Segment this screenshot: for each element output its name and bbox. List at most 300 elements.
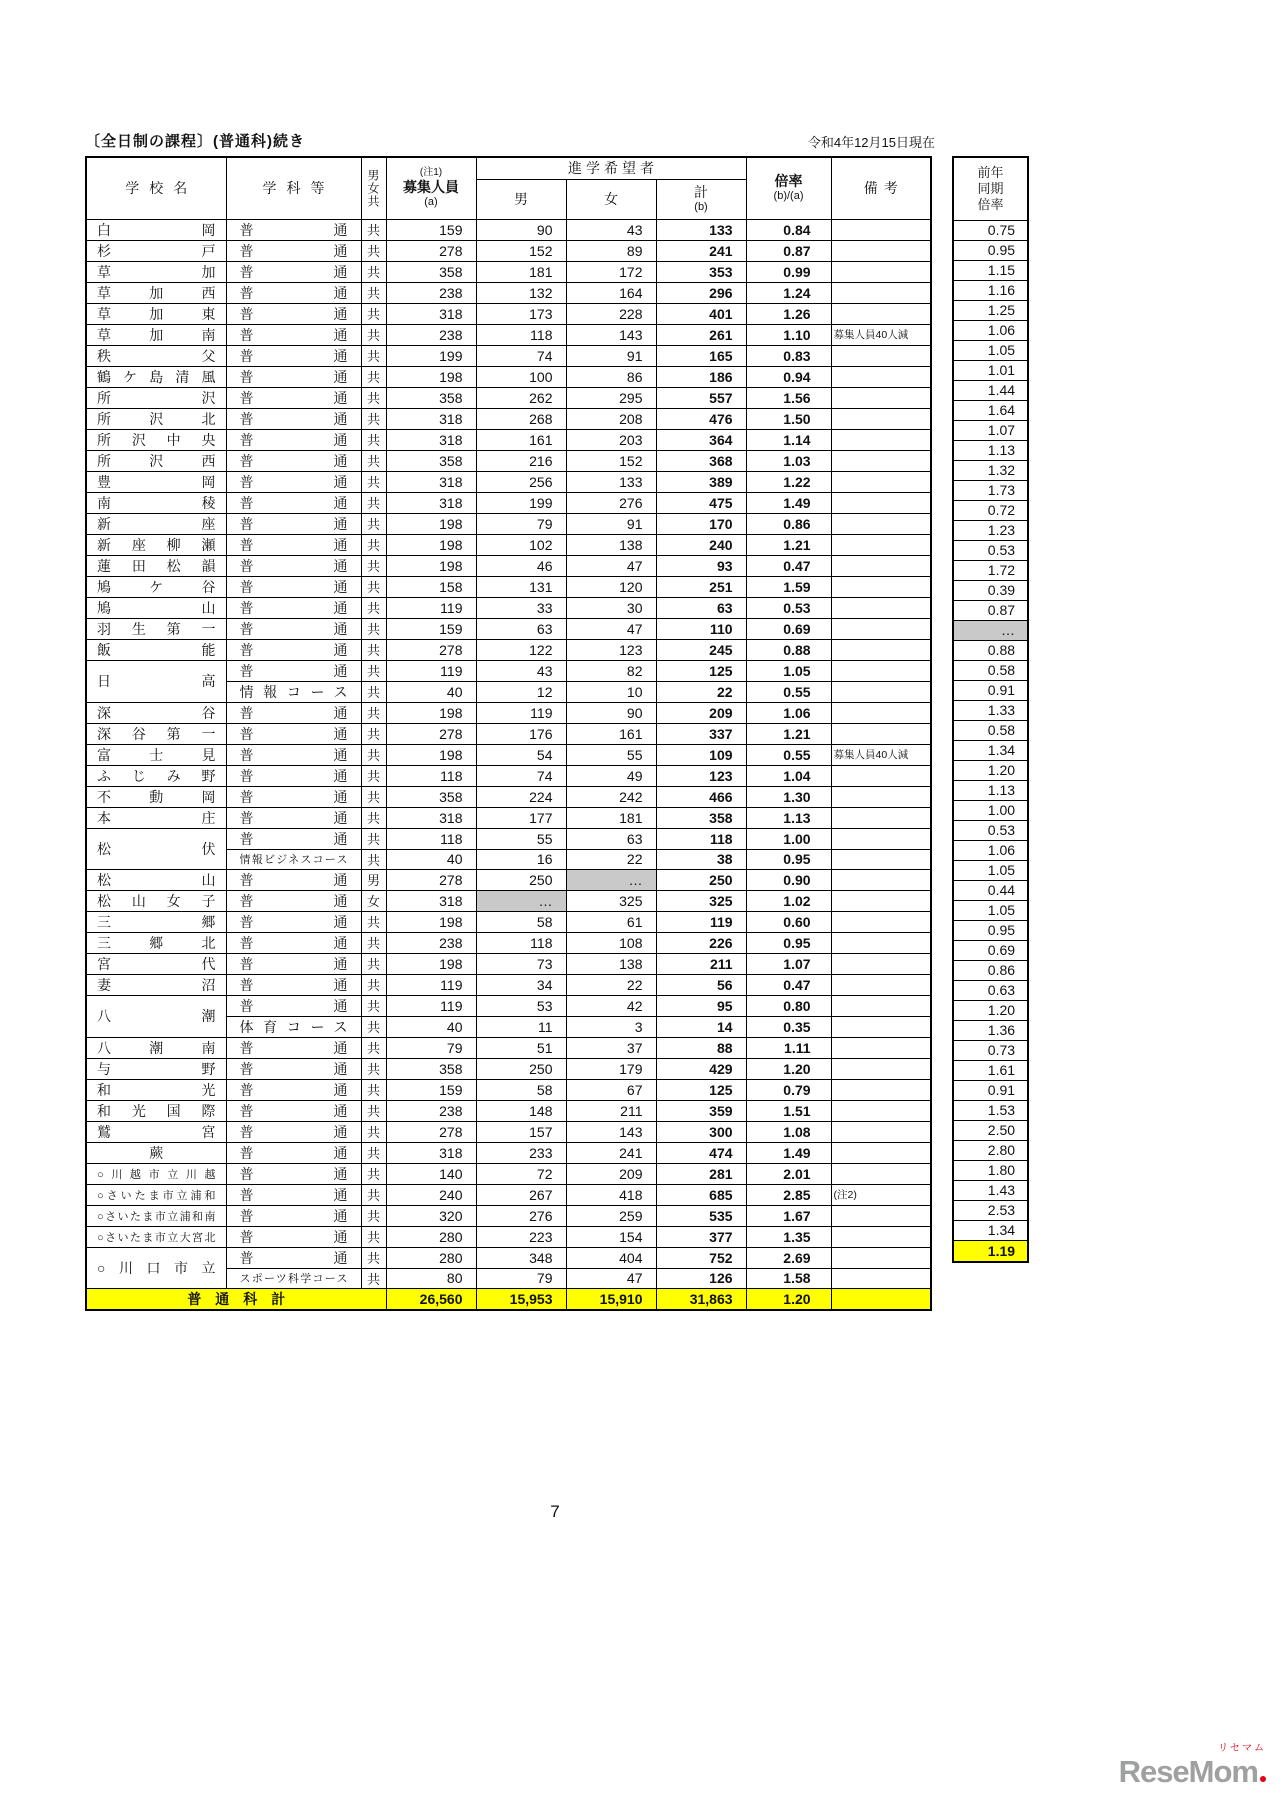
prev-row [953, 760, 1028, 780]
cell-school-name: 富士見 [86, 744, 226, 765]
header-total-b: (b) [694, 200, 708, 213]
school-row [86, 765, 931, 786]
prev-row [953, 520, 1028, 540]
cell-ratio: 0.53 [746, 597, 831, 618]
cell-school-name: 杉戸 [86, 240, 226, 261]
cell-department: 普通 [226, 492, 361, 513]
cell-ratio: 1.24 [746, 282, 831, 303]
cell-total: 475 [656, 492, 746, 513]
cell-female: 49 [566, 765, 656, 786]
cell-male: 74 [476, 345, 566, 366]
prev-row [953, 400, 1028, 420]
school-row [86, 1058, 931, 1079]
cell-remarks [831, 618, 931, 639]
cell-female: 143 [566, 1121, 656, 1142]
school-row [86, 450, 931, 471]
cell-ratio: 1.49 [746, 1142, 831, 1163]
prev-row [953, 780, 1028, 800]
cell-female: 138 [566, 534, 656, 555]
school-row [86, 744, 931, 765]
cell-female: 143 [566, 324, 656, 345]
cell-total: 226 [656, 932, 746, 953]
cell-female: 172 [566, 261, 656, 282]
cell-female: 63 [566, 828, 656, 849]
school-row [86, 869, 931, 890]
prev-row [953, 640, 1028, 660]
cell-department: 普通 [226, 765, 361, 786]
cell-total: 110 [656, 618, 746, 639]
cell-male: 73 [476, 953, 566, 974]
cell-department: 普通 [226, 387, 361, 408]
cell-male: 118 [476, 932, 566, 953]
cell-ratio: 0.95 [746, 849, 831, 869]
cell-gender: 共 [361, 282, 386, 303]
cell-school-name: 鳩ケ谷 [86, 576, 226, 597]
cell-total: 377 [656, 1226, 746, 1247]
cell-capacity: 280 [386, 1226, 476, 1247]
cell-remarks [831, 492, 931, 513]
cell-department: 普通 [226, 366, 361, 387]
cell-department: 普通 [226, 1205, 361, 1226]
cell-male: 177 [476, 807, 566, 828]
prev-total-row [953, 1240, 1028, 1262]
cell-female: 47 [566, 555, 656, 576]
cell-prev-ratio: 1.05 [953, 860, 1028, 880]
cell-female: 404 [566, 1247, 656, 1268]
school-row [86, 219, 931, 240]
cell-prev-ratio: 1.13 [953, 440, 1028, 460]
cell-capacity: 118 [386, 765, 476, 786]
cell-female: 82 [566, 660, 656, 681]
prev-row [953, 300, 1028, 320]
cell-gender: 共 [361, 1058, 386, 1079]
cell-remarks [831, 639, 931, 660]
cell-male: 58 [476, 1079, 566, 1100]
cell-female: 123 [566, 639, 656, 660]
cell-ratio: 0.47 [746, 974, 831, 995]
prev-table-header [953, 157, 1028, 220]
cell-department: 普通 [226, 1163, 361, 1184]
cell-prev-ratio: 1.73 [953, 480, 1028, 500]
cell-department: 体育コース [226, 1016, 361, 1037]
cell-male: 90 [476, 219, 566, 240]
cell-ratio: 0.47 [746, 555, 831, 576]
cell-male: 16 [476, 849, 566, 869]
cell-school-name: 日高 [86, 660, 226, 702]
cell-male: 102 [476, 534, 566, 555]
cell-ratio: 0.55 [746, 744, 831, 765]
cell-school-name: 草加東 [86, 303, 226, 324]
cell-capacity: 318 [386, 1142, 476, 1163]
cell-total: 353 [656, 261, 746, 282]
cell-gender: 共 [361, 492, 386, 513]
cell-capacity: 119 [386, 995, 476, 1016]
cell-total: 476 [656, 408, 746, 429]
cell-total: 337 [656, 723, 746, 744]
cell-male: 148 [476, 1100, 566, 1121]
cell-department: 普通 [226, 1184, 361, 1205]
school-row [86, 702, 931, 723]
cell-department: 普通 [226, 723, 361, 744]
cell-ratio: 1.06 [746, 702, 831, 723]
cell-total: 95 [656, 995, 746, 1016]
cell-total: 31,863 [656, 1288, 746, 1310]
cell-gender: 共 [361, 702, 386, 723]
cell-ratio: 2.69 [746, 1247, 831, 1268]
cell-capacity: 278 [386, 723, 476, 744]
cell-male: 224 [476, 786, 566, 807]
cell-female: 3 [566, 1016, 656, 1037]
cell-school-name: 三郷北 [86, 932, 226, 953]
cell-prev-ratio: 1.36 [953, 1020, 1028, 1040]
cell-prev-ratio: 0.86 [953, 960, 1028, 980]
cell-total: 22 [656, 681, 746, 702]
cell-remarks [831, 765, 931, 786]
cell-school-name: 本庄 [86, 807, 226, 828]
header-prev-line3: 倍率 [977, 196, 1004, 212]
cell-gender: 共 [361, 555, 386, 576]
cell-department: 普通 [226, 513, 361, 534]
cell-male: 276 [476, 1205, 566, 1226]
cell-female: 276 [566, 492, 656, 513]
cell-prev-ratio: 1.80 [953, 1160, 1028, 1180]
cell-female: 179 [566, 1058, 656, 1079]
prev-row [953, 940, 1028, 960]
cell-remarks [831, 953, 931, 974]
cell-department: 普通 [226, 597, 361, 618]
school-row [86, 240, 931, 261]
header-prev-line2: 同期 [977, 180, 1004, 196]
cell-remarks: 募集人員40人減 [831, 324, 931, 345]
prev-row [953, 1200, 1028, 1220]
cell-total: 63 [656, 597, 746, 618]
cell-male: 199 [476, 492, 566, 513]
cell-school-name: 八潮 [86, 995, 226, 1037]
cell-prev-ratio: 1.53 [953, 1100, 1028, 1120]
cell-female: 47 [566, 618, 656, 639]
cell-female: 89 [566, 240, 656, 261]
cell-prev-ratio: 0.95 [953, 920, 1028, 940]
cell-remarks [831, 450, 931, 471]
cell-capacity: 280 [386, 1247, 476, 1268]
cell-female: 30 [566, 597, 656, 618]
cell-prev-ratio: 1.06 [953, 320, 1028, 340]
school-row [86, 974, 931, 995]
header-applicants: 進学希望者 [476, 157, 746, 179]
cell-capacity: 318 [386, 890, 476, 911]
school-row [86, 911, 931, 932]
as-of-date: 令和4年12月15日現在 [807, 135, 935, 150]
prev-row [953, 740, 1028, 760]
cell-ratio: 1.21 [746, 534, 831, 555]
cell-gender: 共 [361, 995, 386, 1016]
prev-row [953, 800, 1028, 820]
cell-ratio: 1.50 [746, 408, 831, 429]
cell-school-name: 秩父 [86, 345, 226, 366]
cell-department: 普通 [226, 345, 361, 366]
cell-remarks [831, 1058, 931, 1079]
cell-gender: 共 [361, 534, 386, 555]
cell-prev-ratio: 1.34 [953, 740, 1028, 760]
cell-department: 普通 [226, 911, 361, 932]
school-row [86, 345, 931, 366]
cell-female: 211 [566, 1100, 656, 1121]
cell-total: 557 [656, 387, 746, 408]
school-row [86, 576, 931, 597]
cell-male: 46 [476, 555, 566, 576]
cell-school-name: 三郷 [86, 911, 226, 932]
cell-capacity: 40 [386, 1016, 476, 1037]
cell-remarks [831, 303, 931, 324]
cell-gender: 男 [361, 869, 386, 890]
cell-remarks [831, 974, 931, 995]
cell-prev-ratio: 2.50 [953, 1120, 1028, 1140]
cell-ratio: 0.95 [746, 932, 831, 953]
cell-total: 685 [656, 1184, 746, 1205]
school-row [86, 555, 931, 576]
cell-remarks [831, 849, 931, 869]
cell-capacity: 40 [386, 849, 476, 869]
school-row [86, 492, 931, 513]
cell-total: 389 [656, 471, 746, 492]
cell-ratio: 1.13 [746, 807, 831, 828]
cell-male: 268 [476, 408, 566, 429]
cell-capacity: 318 [386, 408, 476, 429]
cell-gender: 共 [361, 1247, 386, 1268]
cell-school-name: 草加南 [86, 324, 226, 345]
cell-gender: 共 [361, 1163, 386, 1184]
prev-row [953, 280, 1028, 300]
cell-female: 242 [566, 786, 656, 807]
cell-capacity: 159 [386, 1079, 476, 1100]
cell-ratio: 1.21 [746, 723, 831, 744]
cell-female: 15,910 [566, 1288, 656, 1310]
cell-school-name: 鷲宮 [86, 1121, 226, 1142]
prev-row [953, 420, 1028, 440]
cell-remarks [831, 1163, 931, 1184]
prev-row [953, 1080, 1028, 1100]
header-capacity-a: (a) [424, 196, 438, 209]
header-capacity-note: (注1) [419, 167, 443, 179]
cell-capacity: 119 [386, 660, 476, 681]
cell-school-name: 羽生第一 [86, 618, 226, 639]
cell-total: 133 [656, 219, 746, 240]
cell-male: 72 [476, 1163, 566, 1184]
cell-remarks [831, 807, 931, 828]
cell-capacity: 318 [386, 471, 476, 492]
prev-row [953, 460, 1028, 480]
page-title: 〔全日制の課程〕(普通科)続き [85, 133, 305, 150]
cell-gender: 共 [361, 1100, 386, 1121]
page-number: 7 [550, 1502, 560, 1521]
cell-capacity: 198 [386, 366, 476, 387]
prev-row [953, 900, 1028, 920]
cell-female: 108 [566, 932, 656, 953]
prev-row [953, 1020, 1028, 1040]
cell-school-name: ふじみ野 [86, 765, 226, 786]
prev-row [953, 500, 1028, 520]
header-capacity [386, 157, 476, 219]
title-bar [85, 130, 1030, 151]
cell-capacity: 199 [386, 345, 476, 366]
cell-ratio: 1.22 [746, 471, 831, 492]
cell-remarks [831, 534, 931, 555]
cell-female: 418 [566, 1184, 656, 1205]
prev-row [953, 1060, 1028, 1080]
cell-total: 119 [656, 911, 746, 932]
cell-total: 88 [656, 1037, 746, 1058]
cell-capacity: 240 [386, 1184, 476, 1205]
cell-prev-ratio: 0.91 [953, 680, 1028, 700]
cell-gender: 共 [361, 219, 386, 240]
cell-remarks [831, 1288, 931, 1310]
cell-total: 281 [656, 1163, 746, 1184]
cell-remarks [831, 1247, 931, 1268]
cell-male: 11 [476, 1016, 566, 1037]
cell-total: 474 [656, 1142, 746, 1163]
cell-female: 259 [566, 1205, 656, 1226]
cell-capacity: 318 [386, 303, 476, 324]
school-row [86, 597, 931, 618]
cell-gender: 共 [361, 1121, 386, 1142]
cell-school-name: 新座柳瀬 [86, 534, 226, 555]
cell-gender: 共 [361, 911, 386, 932]
school-row [86, 471, 931, 492]
prev-row [953, 1140, 1028, 1160]
cell-male: 223 [476, 1226, 566, 1247]
cell-prev-ratio: 1.20 [953, 760, 1028, 780]
cell-prev-ratio: 0.91 [953, 1080, 1028, 1100]
cell-department: 普通 [226, 807, 361, 828]
cell-prev-ratio: 1.20 [953, 1000, 1028, 1020]
cell-remarks [831, 1100, 931, 1121]
school-row [86, 932, 931, 953]
cell-gender: 共 [361, 408, 386, 429]
cell-capacity: 238 [386, 1100, 476, 1121]
cell-ratio: 1.20 [746, 1058, 831, 1079]
cell-male: 181 [476, 261, 566, 282]
cell-capacity: 358 [386, 1058, 476, 1079]
prev-row [953, 560, 1028, 580]
cell-total: 126 [656, 1268, 746, 1288]
header-female: 女 [566, 179, 656, 219]
prev-row [953, 660, 1028, 680]
cell-department: 普通 [226, 534, 361, 555]
cell-prev-ratio: 0.58 [953, 720, 1028, 740]
cell-capacity: 278 [386, 1121, 476, 1142]
header-total [656, 179, 746, 219]
cell-male: 176 [476, 723, 566, 744]
resemom-logo-katakana: リセマム [1218, 1743, 1266, 1754]
cell-gender: 共 [361, 618, 386, 639]
cell-gender: 共 [361, 786, 386, 807]
cell-remarks [831, 1205, 931, 1226]
cell-school-name: 松伏 [86, 828, 226, 869]
cell-gender: 共 [361, 429, 386, 450]
cell-total: 359 [656, 1100, 746, 1121]
cell-capacity: 318 [386, 429, 476, 450]
cell-male: 55 [476, 828, 566, 849]
total-row [86, 1288, 931, 1310]
school-row [86, 1121, 931, 1142]
cell-remarks [831, 471, 931, 492]
cell-department: 普通 [226, 869, 361, 890]
cell-school-name: 不動岡 [86, 786, 226, 807]
cell-prev-ratio: 0.75 [953, 220, 1028, 240]
cell-ratio: 1.08 [746, 1121, 831, 1142]
cell-school-name: 蓮田松韻 [86, 555, 226, 576]
cell-department: 普通 [226, 890, 361, 911]
school-row [86, 807, 931, 828]
school-row [86, 660, 931, 681]
cell-capacity: 159 [386, 219, 476, 240]
cell-male: 54 [476, 744, 566, 765]
cell-total: 364 [656, 429, 746, 450]
prev-row [953, 240, 1028, 260]
cell-gender: 共 [361, 660, 386, 681]
header-capacity-label: 募集人員 [403, 179, 459, 196]
cell-capacity: 278 [386, 639, 476, 660]
header-total-label: 計 [694, 184, 709, 200]
cell-prev-ratio: 0.69 [953, 940, 1028, 960]
cell-gender: 共 [361, 513, 386, 534]
cell-remarks [831, 219, 931, 240]
cell-school-name: 鶴ケ島清風 [86, 366, 226, 387]
cell-capacity: 79 [386, 1037, 476, 1058]
cell-capacity: 358 [386, 261, 476, 282]
cell-capacity: 198 [386, 744, 476, 765]
cell-total: 250 [656, 869, 746, 890]
header-ratio-formula: (b)/(a) [773, 190, 804, 203]
cell-prev-ratio: 1.00 [953, 800, 1028, 820]
cell-remarks [831, 345, 931, 366]
cell-prev-ratio: 1.05 [953, 340, 1028, 360]
cell-ratio: 1.30 [746, 786, 831, 807]
cell-remarks [831, 681, 931, 702]
cell-department: 普通 [226, 555, 361, 576]
cell-remarks [831, 282, 931, 303]
cell-female: 241 [566, 1142, 656, 1163]
resemom-logo [1119, 1744, 1266, 1787]
cell-remarks: (注2) [831, 1184, 931, 1205]
prev-row [953, 620, 1028, 640]
cell-male: … [476, 890, 566, 911]
cell-gender: 共 [361, 597, 386, 618]
cell-gender: 共 [361, 450, 386, 471]
cell-remarks [831, 869, 931, 890]
cell-female: 161 [566, 723, 656, 744]
cell-prev-ratio: 1.19 [953, 1240, 1028, 1262]
cell-ratio: 1.03 [746, 450, 831, 471]
prev-row [953, 700, 1028, 720]
cell-school-name: 所沢中央 [86, 429, 226, 450]
cell-prev-ratio: 1.16 [953, 280, 1028, 300]
cell-department: 普通 [226, 240, 361, 261]
cell-school-name: ○さいたま市立浦和南 [86, 1205, 226, 1226]
cell-capacity: 238 [386, 324, 476, 345]
cell-gender: 共 [361, 345, 386, 366]
school-row [86, 324, 931, 345]
cell-female: 43 [566, 219, 656, 240]
header-prev-line1: 前年 [977, 165, 1004, 181]
school-row [86, 890, 931, 911]
cell-total: 261 [656, 324, 746, 345]
cell-total: 245 [656, 639, 746, 660]
cell-ratio: 0.69 [746, 618, 831, 639]
cell-prev-ratio: 0.73 [953, 1040, 1028, 1060]
cell-total: 38 [656, 849, 746, 869]
cell-male: 152 [476, 240, 566, 261]
